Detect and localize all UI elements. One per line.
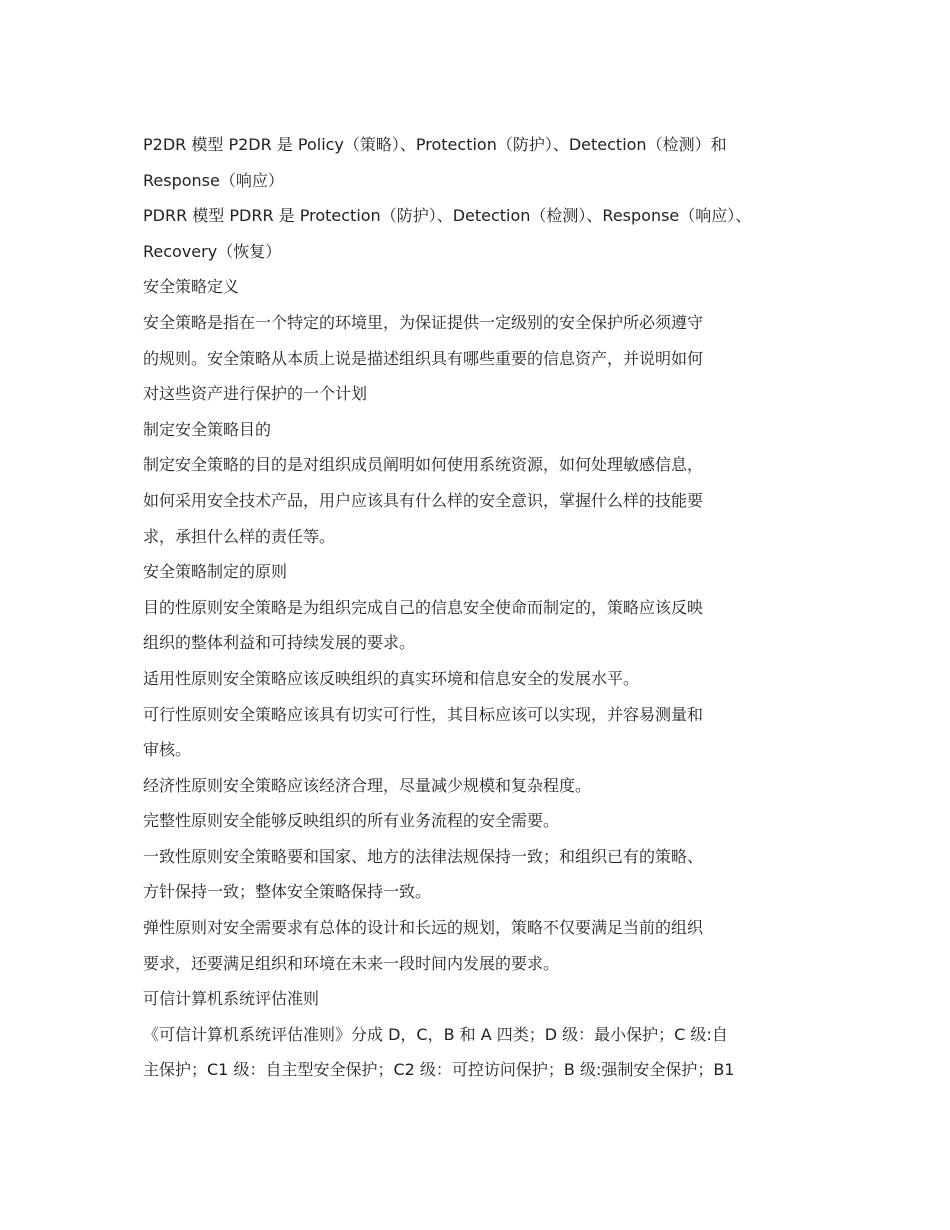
text-line: 目的性原则安全策略是为组织完成自己的信息安全使命而制定的，策略应该反映	[143, 597, 704, 617]
text-line: 组织的整体利益和可持续发展的要求。	[143, 633, 416, 653]
text-line: 如何采用安全技术产品，用户应该具有什么样的安全意识，掌握什么样的技能要	[143, 490, 704, 510]
section-heading: 安全策略定义	[143, 277, 240, 297]
text-line: 求，承担什么样的责任等。	[143, 526, 336, 546]
text-line: 弹性原则对安全需要求有总体的设计和长远的规划，策略不仅要满足当前的组织	[143, 918, 704, 938]
text-line: 对这些资产进行保护的一个计划	[143, 384, 368, 404]
text-line: P2DR 模型 P2DR 是 Policy（策略）、Protection（防护）、Detection（检测）和	[143, 135, 727, 154]
text-line: Response（响应）	[143, 170, 284, 190]
text-line: 主保护；C1 级：自主型安全保护；C2 级：可控访问保护；B 级:强制安全保护；B1	[143, 1060, 735, 1080]
section-heading: 可信计算机系统评估准则	[143, 989, 320, 1009]
text-line: 经济性原则安全策略应该经济合理，尽量减少规模和复杂程度。	[143, 775, 592, 795]
text-line: 制定安全策略的目的是对组织成员阐明如何使用系统资源，如何处理敏感信息，	[143, 455, 704, 475]
section-heading: 安全策略制定的原则	[143, 562, 288, 582]
text-line: 安全策略是指在一个特定的环境里，为保证提供一定级别的安全保护所必须遵守	[143, 312, 704, 332]
text-line: 要求，还要满足组织和环境在未来一段时间内发展的要求。	[143, 953, 560, 973]
text-line: 一致性原则安全策略要和国家、地方的法律法规保持一致；和组织已有的策略、	[143, 846, 704, 866]
text-line: 方针保持一致；整体安全策略保持一致。	[143, 882, 432, 902]
section-heading: 制定安全策略目的	[143, 419, 272, 439]
text-line: 适用性原则安全策略应该反映组织的真实环境和信息安全的发展水平。	[143, 668, 640, 688]
text-line: 《可信计算机系统评估准则》分成 D，C，B 和 A 四类；D 级：最小保护；C 级:自	[143, 1024, 728, 1044]
text-line: 审核。	[143, 740, 192, 760]
text-line: PDRR 模型 PDRR 是 Protection（防护）、Detection（检测）、Response（响应）、	[143, 206, 752, 226]
text-line: 的规则。安全策略从本质上说是描述组织具有哪些重要的信息资产，并说明如何	[143, 348, 704, 368]
text-line: 完整性原则安全能够反映组织的所有业务流程的安全需要。	[143, 811, 560, 831]
text-line: 可行性原则安全策略应该具有切实可行性，其目标应该可以实现，并容易测量和	[143, 704, 704, 724]
text-line: Recovery（恢复）	[143, 241, 282, 261]
document-body	[143, 127, 823, 1088]
